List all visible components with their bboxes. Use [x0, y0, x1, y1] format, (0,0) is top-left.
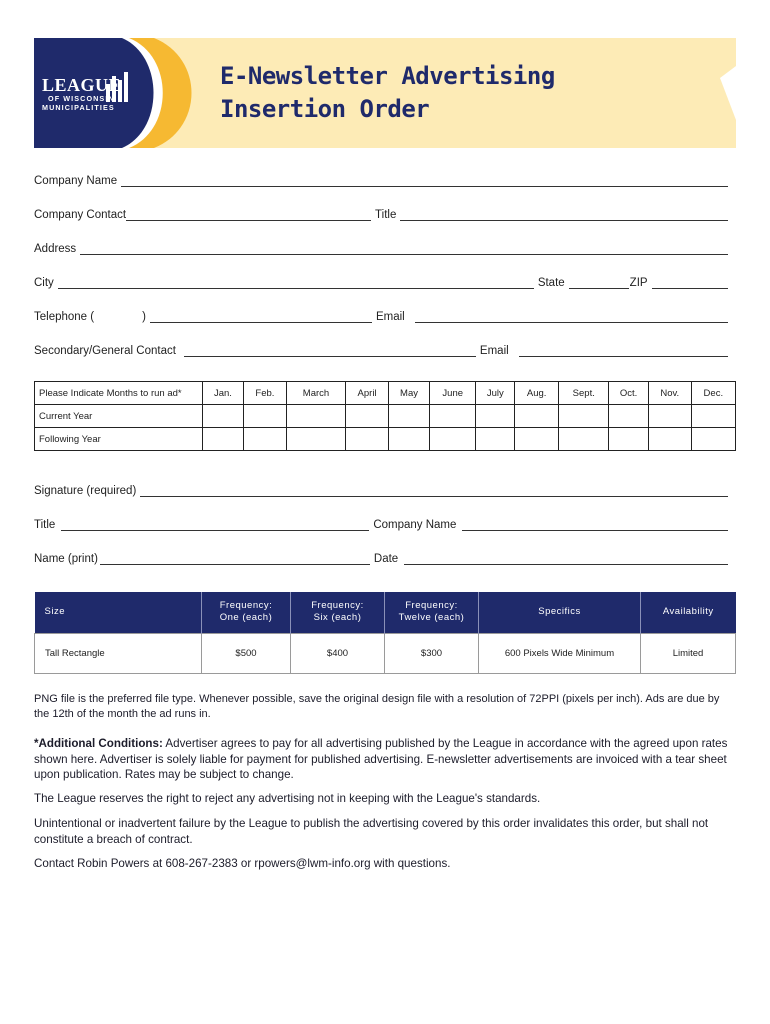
signature-field[interactable] — [140, 486, 728, 497]
company-name-label: Company Name — [34, 175, 118, 187]
company-name-row — [34, 171, 728, 187]
availability-header: Availability — [641, 592, 736, 633]
title-label: Title — [375, 209, 397, 221]
logo-of-wisconsin: OF WISCONSIN — [48, 94, 115, 103]
months-header-label: Please Indicate Months to run ad* — [35, 382, 203, 405]
zip-label: ZIP — [629, 277, 648, 289]
month-dec: Dec. — [691, 382, 735, 405]
company-name-field[interactable] — [121, 176, 728, 187]
company-contact-field[interactable] — [126, 210, 371, 221]
pricing-row — [35, 633, 736, 673]
month-cell[interactable] — [243, 428, 286, 451]
zip-field[interactable] — [652, 278, 728, 289]
month-cell[interactable] — [691, 428, 735, 451]
month-cell[interactable] — [515, 428, 559, 451]
month-may: May — [389, 382, 430, 405]
failure-note: Unintentional or inadvertent failure by the League to publish the advertising covered by this order invalidates this order, but shall not constitute a breach of contract. — [34, 817, 709, 846]
city-label: City — [34, 277, 54, 289]
freq-six-header-b: Six (each) — [313, 612, 362, 624]
month-mar: March — [286, 382, 345, 405]
month-cell[interactable] — [203, 428, 244, 451]
logo-municipalities: MUNICIPALITIES — [42, 103, 115, 112]
reserve-note: The League reserves the right to reject any advertising not in keeping with the League's standards. — [34, 792, 541, 805]
month-cell[interactable] — [346, 428, 389, 451]
signature-label: Signature (required) — [34, 485, 137, 497]
price-six-cell: $400 — [291, 633, 385, 673]
freq-six-header — [291, 592, 385, 633]
email2-field[interactable] — [519, 346, 728, 357]
state-label: State — [537, 277, 565, 289]
name-print-field[interactable] — [100, 554, 370, 565]
month-cell[interactable] — [243, 405, 286, 428]
month-cell[interactable] — [286, 428, 345, 451]
month-cell[interactable] — [515, 405, 559, 428]
email-label: Email — [375, 311, 405, 323]
month-cell[interactable] — [648, 428, 691, 451]
specifics-cell: 600 Pixels Wide Minimum — [479, 633, 641, 673]
name-print-label: Name (print) — [34, 553, 98, 565]
page-title — [220, 60, 555, 126]
state-field[interactable] — [569, 278, 629, 289]
freq-twelve-header-a: Frequency: — [405, 600, 458, 612]
address-row — [34, 239, 728, 255]
month-cell[interactable] — [286, 405, 345, 428]
company-contact-label: Company Contact — [34, 209, 127, 221]
title-field[interactable] — [400, 210, 728, 221]
months-header-row — [35, 382, 736, 405]
file-note: PNG file is the preferred file type. Whenever possible, save the original design file with a resolution of 72PPI (pixels per inch). Ads are due by the 12th of the month the ad runs in. — [34, 693, 720, 720]
month-cell[interactable] — [609, 405, 649, 428]
contact-note: Contact Robin Powers at 608-267-2383 or rpowers@lwm-info.org with questions. — [34, 857, 451, 870]
freq-one-header — [202, 592, 291, 633]
signature-title-row — [34, 515, 728, 531]
month-cell[interactable] — [429, 405, 476, 428]
telephone-field[interactable] — [150, 312, 372, 323]
following-year-label: Following Year — [35, 428, 203, 451]
title-line-2: Insertion Order — [220, 95, 430, 123]
secondary-contact-label: Secondary/General Contact — [34, 345, 176, 357]
league-logo — [34, 38, 144, 148]
month-oct: Oct. — [609, 382, 649, 405]
month-jan: Jan. — [203, 382, 244, 405]
name-print-row — [34, 549, 728, 565]
email-field[interactable] — [415, 312, 728, 323]
month-nov: Nov. — [648, 382, 691, 405]
month-sep: Sept. — [559, 382, 609, 405]
current-year-row — [35, 405, 736, 428]
month-cell[interactable] — [429, 428, 476, 451]
price-one-cell: $500 — [202, 633, 291, 673]
month-aug: Aug. — [515, 382, 559, 405]
freq-one-header-a: Frequency: — [219, 600, 273, 612]
date-field[interactable] — [404, 554, 728, 565]
signature-title-label: Title — [34, 519, 56, 531]
month-feb: Feb. — [243, 382, 286, 405]
telephone-row — [34, 307, 728, 323]
month-cell[interactable] — [648, 405, 691, 428]
signature-company-label: Company Name — [373, 519, 457, 531]
signature-row — [34, 481, 728, 497]
logo-league: LEAGUE — [42, 75, 122, 95]
month-jun: June — [429, 382, 476, 405]
telephone-close-paren: ) — [142, 311, 146, 323]
specifics-header: Specifics — [479, 592, 641, 633]
company-contact-row — [34, 205, 728, 221]
availability-cell: Limited — [641, 633, 736, 673]
conditions-text: Advertiser agrees to pay for all advertising published by the League in accordance with the agreed upon rates shown here. Advertiser is solely liable for payment for published advertising. E-newsletter advertisements are invoiced with a tear sheet upon publication. Rates may be subject to change. — [34, 737, 728, 781]
month-cell[interactable] — [203, 405, 244, 428]
month-cell[interactable] — [346, 405, 389, 428]
month-jul: July — [476, 382, 515, 405]
pricing-table — [34, 592, 736, 674]
freq-one-header-b: One (each) — [219, 612, 273, 624]
month-cell[interactable] — [691, 405, 735, 428]
month-cell[interactable] — [389, 405, 430, 428]
size-cell: Tall Rectangle — [35, 633, 202, 673]
freq-six-header-a: Frequency: — [311, 600, 364, 612]
header-banner — [34, 38, 736, 148]
date-label: Date — [373, 553, 399, 565]
current-year-label: Current Year — [35, 405, 203, 428]
telephone-label: Telephone ( — [34, 311, 95, 323]
following-year-row — [35, 428, 736, 451]
price-twelve-cell: $300 — [385, 633, 479, 673]
city-row — [34, 273, 728, 289]
freq-twelve-header-b: Twelve (each) — [398, 612, 465, 624]
title-line-1: E-Newsletter Advertising — [220, 62, 555, 90]
signature-company-field[interactable] — [462, 520, 728, 531]
month-cell[interactable] — [559, 428, 609, 451]
size-header: Size — [35, 592, 202, 633]
month-cell[interactable] — [559, 405, 609, 428]
signature-title-field[interactable] — [61, 520, 369, 531]
month-cell[interactable] — [476, 428, 515, 451]
month-apr: April — [346, 382, 389, 405]
pricing-header-row — [35, 592, 736, 633]
freq-twelve-header — [385, 592, 479, 633]
secondary-contact-field[interactable] — [184, 346, 476, 357]
address-label: Address — [34, 243, 77, 255]
email2-label: Email — [479, 345, 509, 357]
secondary-contact-row — [34, 341, 728, 357]
conditions-label: *Additional Conditions: — [34, 737, 163, 750]
city-field[interactable] — [58, 278, 534, 289]
month-cell[interactable] — [476, 405, 515, 428]
months-table — [34, 381, 736, 451]
additional-conditions — [34, 736, 734, 783]
address-field[interactable] — [80, 244, 728, 255]
month-cell[interactable] — [389, 428, 430, 451]
month-cell[interactable] — [609, 428, 649, 451]
